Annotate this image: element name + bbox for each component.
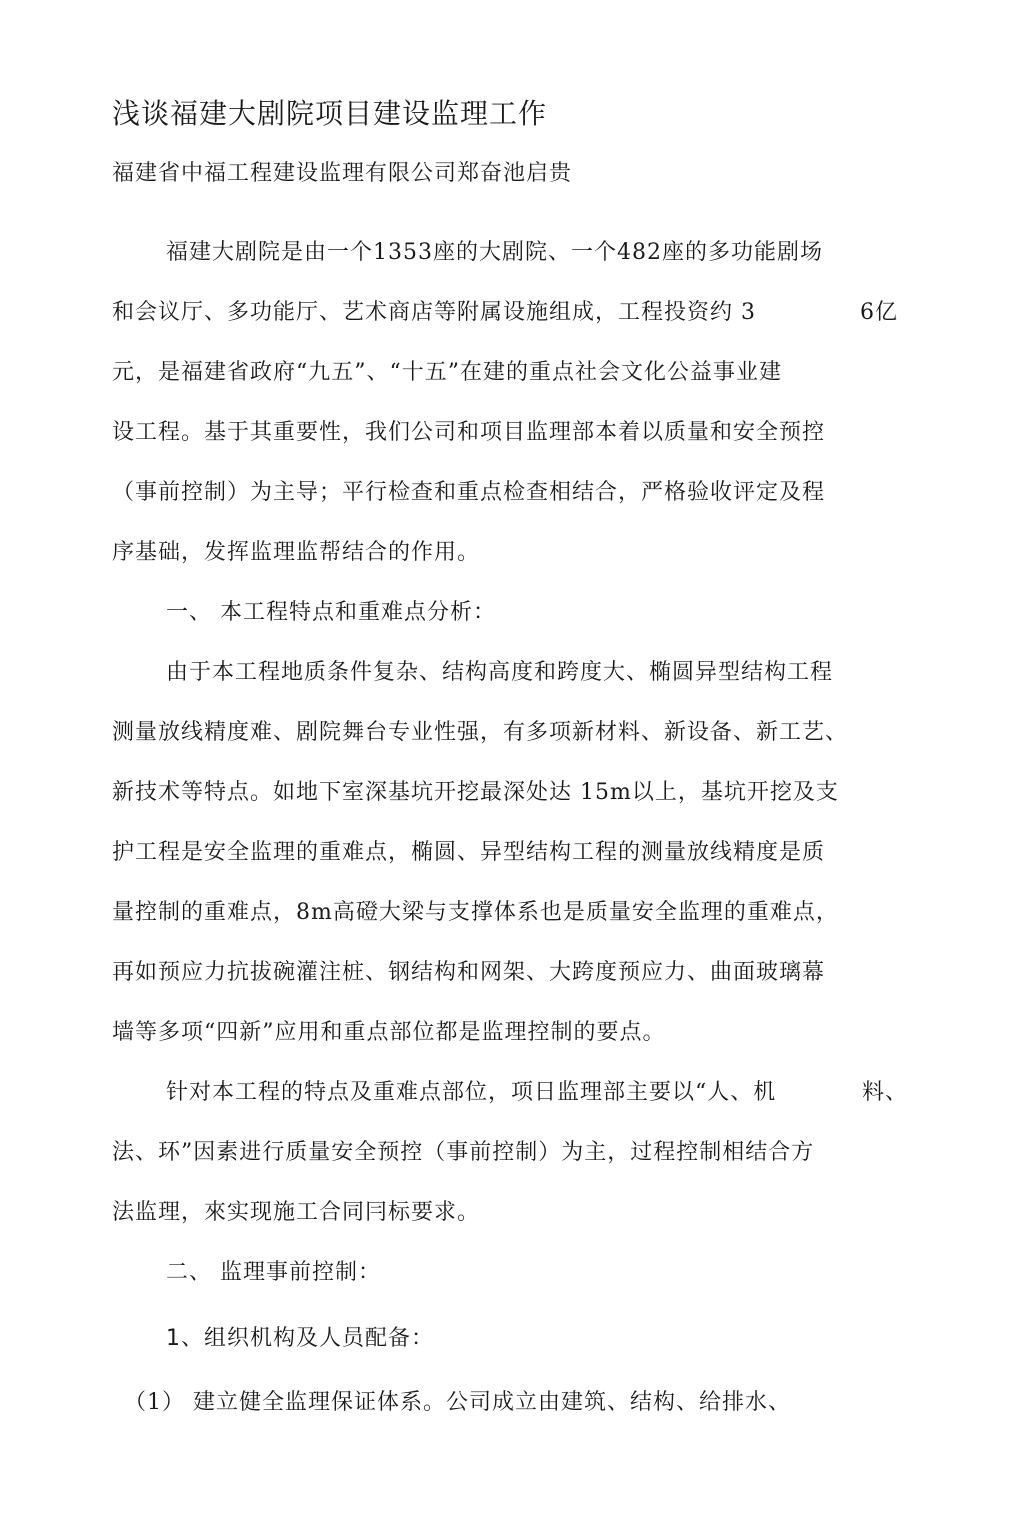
document-title: 浅谈福建大剧院项目建设监理工作	[112, 97, 548, 130]
paragraph-line: 墙等多项“四新”应用和重点部位都是监理控制的要点。	[112, 1020, 666, 1045]
paragraph-line: 福建大剧院是由一个1353座的大剧院、一个482座的多功能剧场	[166, 240, 823, 265]
paragraph-line: （事前控制）为主导；平行检查和重点检查相结合，严格验收评定及程	[112, 480, 826, 505]
section-heading-2: 二、 监理事前控制：	[166, 1260, 381, 1285]
paragraph-line: 测量放线精度难、剧院舞台专业性强，有多项新材料、新设备、新工艺、	[112, 720, 849, 745]
paragraph-line: 由于本工程地质条件复杂、结构高度和跨度大、椭圆异型结构工程	[166, 660, 834, 685]
paragraph-line: 法监理，來实现施工合同冃标要求。	[112, 1200, 481, 1225]
paragraph-line: 设工程。基于其重要性，我们公司和项目监理部本着以质量和安全预控	[112, 420, 826, 445]
paragraph-line: 新技术等特点。如地下室深基坑开挖最深处达 15m以上，基坑开挖及支	[112, 780, 839, 805]
subsection-heading: 1、组织机构及人员配备：	[166, 1326, 434, 1351]
paragraph-line: 护工程是安全监理的重难点，椭圆、异型结构工程的测量放线精度是质	[112, 840, 826, 865]
paragraph-line: 元，是福建省政府“九五”、“十五”在建的重点社会文化公益事业建	[112, 360, 782, 385]
paragraph-line: 序基础，发挥监理监帮结合的作用。	[112, 540, 481, 565]
paragraph-line: 法、环”因素进行质量安全预控（事前控制）为主，过程控制相结合方	[112, 1140, 815, 1165]
list-item: （1） 建立健全监理保证体系。公司成立由建筑、结构、给排水、	[124, 1390, 791, 1415]
section-heading-1: 一、 本工程特点和重难点分析：	[166, 600, 496, 625]
paragraph-line: 量控制的重难点，8m高磴大梁与支撑体系也是质量安全监理的重难点，	[112, 900, 839, 925]
paragraph-line: 料、	[862, 1080, 909, 1105]
paragraph-line: 和会议厅、多功能厅、艺术商店等附属设施组成，工程投资约 3	[112, 300, 756, 325]
paragraph-line: 再如预应力抗拔碗灌注桩、钢结构和网架、大跨度预应力、曲面玻璃幕	[112, 960, 826, 985]
paragraph-line: 针对本工程的特点及重难点部位，项日监理部主要以“人、机	[166, 1080, 777, 1105]
author-line: 福建省中福工程建设监理有限公司郑奋池启贵	[112, 161, 573, 186]
paragraph-line: 6亿	[860, 300, 898, 325]
